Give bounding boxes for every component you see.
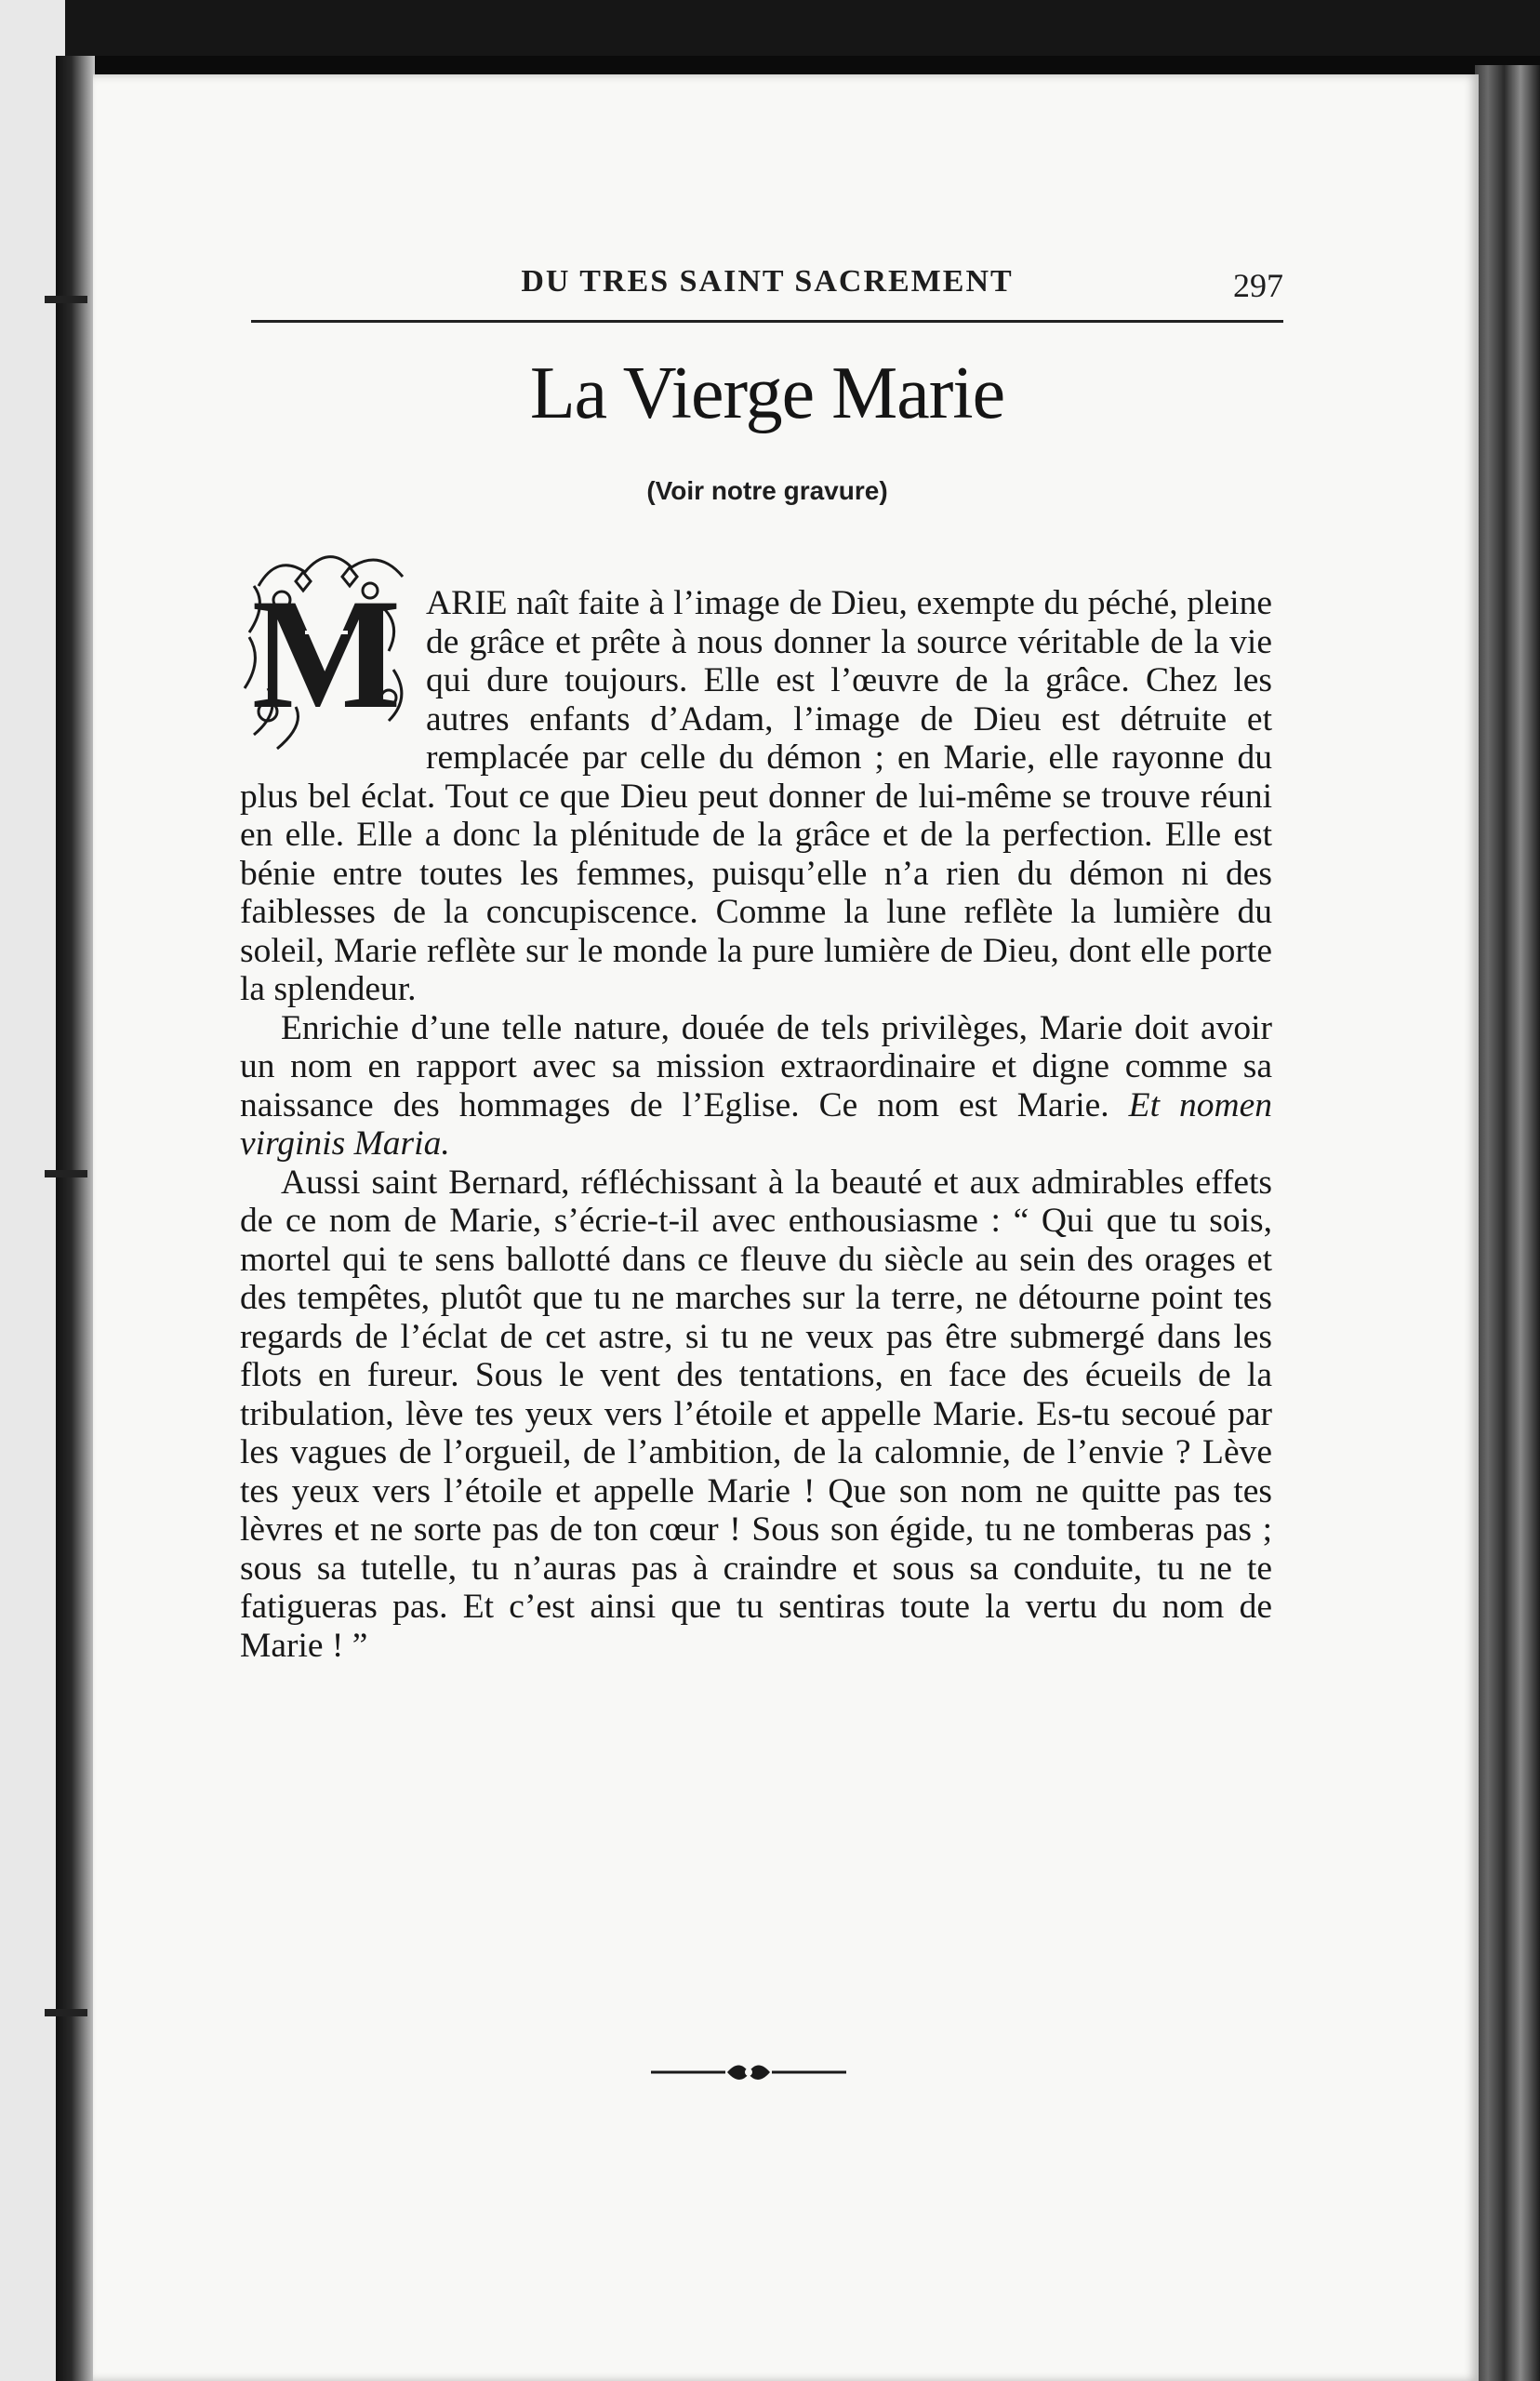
scan-top-border (0, 0, 1540, 56)
end-ornament-icon (651, 2054, 846, 2091)
ornamental-drop-cap-icon (240, 549, 413, 752)
paragraph-3: Aussi saint Bernard, réfléchissant à la beauté et aux admirables effets de ce nom de Marie, s’écrie-t-il avec enthousiasme : “ Qui que tu sois, mortel qui te sens ballotté dans ce fleuve du siècle au sein des orages et des tempêtes, plutôt que tu ne marches sur la terre, ne détourne point tes regards de l’éclat de cet astre, si tu ne veux pas être submergé dans les flots en fureur. Sous le vent des tentations, en face des écueils de la tribulation, lève tes yeux vers l’étoile et appelle Marie. Es-tu secoué par les vagues de l’orgueil, de l’ambition, de la calomnie, de l’envie ? Lève tes yeux vers l’étoile et appelle Marie ! Que son nom ne quitte pas tes lèvres et ne sorte pas de ton cœur ! Sous son égide, tu ne tomberas pas ; sous sa tutelle, tu n’auras pas à craindre et sous sa conduite, tu ne te fatigueras pas. Et c’est ainsi que tu sentiras toute la vertu du nom de Marie ! ” (240, 1163, 1272, 1665)
article-title: La Vierge Marie (529, 352, 1005, 434)
running-header (251, 264, 1283, 323)
running-title: DU TRES SAINT SACREMENT (521, 264, 1014, 299)
paragraph-1-text: naît faite à l’image de Dieu, exempte du péché, pleine de grâce et prête à nous donner la source véritable de la vie qui dure toujours. Elle est l’œuvre de la grâce. Chez les autres enfants d’Adam, l’image de Dieu est détruite et remplacée par celle du démon ; en Marie, elle rayonne du plus bel éclat. Tout ce que Dieu peut donner de lui-même se trouve réuni en elle. Elle a donc la plénitude de la grâce et de la perfection. Elle est bénie entre toutes les femmes, puisqu’elle n’a rien du démon ni des faiblesses de la concupiscence. Comme la lune reflète la lumière du soleil, Marie reflète sur le monde la pure lumière de Dieu, dont elle porte la splendeur. (240, 584, 1272, 1008)
paragraph-2-text: Enrichie d’une telle nature, douée de tels privilèges, Marie doit avoir un nom en rapport avec sa mission extraordinaire et digne comme sa naissance des hommages de l’Eglise. Ce nom est Marie. (240, 1008, 1272, 1124)
article-body (240, 566, 1272, 1665)
drop-cap-letter: M (251, 566, 402, 741)
book-page-edges (1475, 65, 1540, 2381)
drop-cap-continuation: ARIE (426, 584, 508, 622)
book-gutter-shadow (56, 56, 95, 2381)
latin-quote: Et nomen virginis Maria. (240, 1085, 1272, 1163)
paragraph-1 (240, 566, 1272, 1009)
binding-thread-mark (45, 1170, 87, 1177)
binding-thread-mark (45, 2009, 87, 2016)
binding-thread-mark (45, 296, 87, 303)
paragraph-2 (240, 1009, 1272, 1164)
article-subtitle: (Voir notre gravure) (646, 476, 888, 505)
page-number: 297 (1233, 267, 1283, 304)
